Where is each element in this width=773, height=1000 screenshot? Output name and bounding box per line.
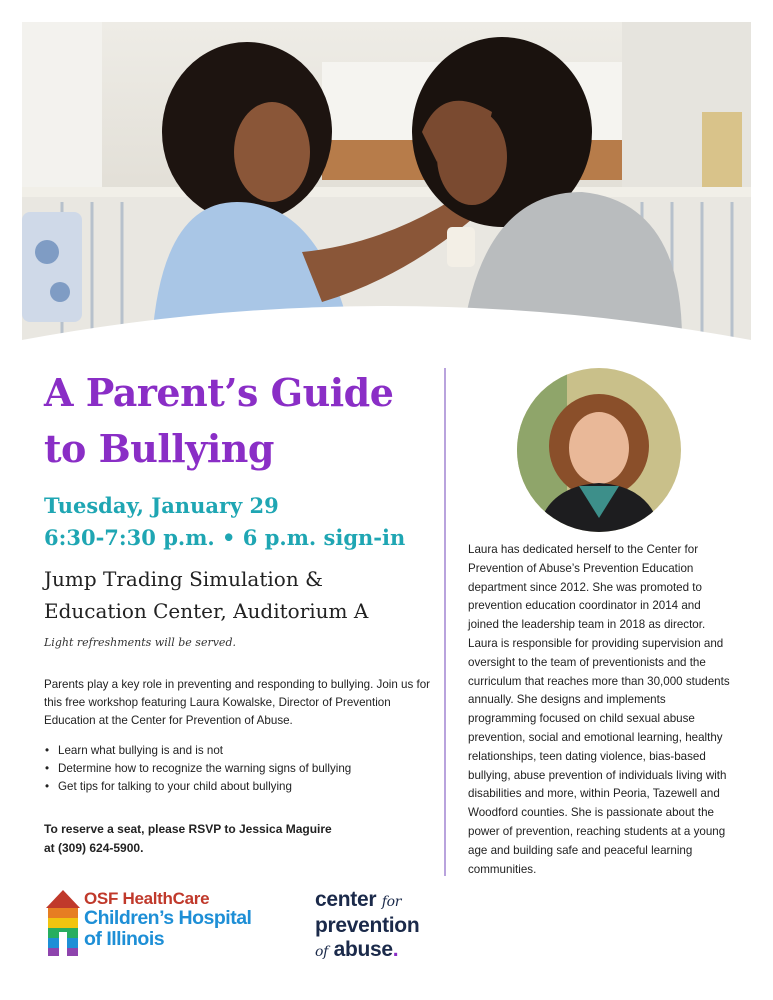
cpa-dot: . xyxy=(392,938,399,961)
center-for-prevention-of-abuse-logo xyxy=(315,888,455,960)
event-time: 6:30-7:30 p.m. • 6 p.m. sign-in xyxy=(44,525,406,550)
rsvp-line-2: at (309) 624-5900. xyxy=(44,841,144,855)
venue-line-2: Education Center, Auditorium A xyxy=(44,599,369,623)
refreshments-note: Light refreshments will be served. xyxy=(44,636,236,649)
osf-line-1: Children’s Hospital xyxy=(84,907,252,929)
rsvp-info xyxy=(44,820,439,858)
speaker-bio: Laura has dedicated herself to the Center for Prevention of Abuse’s Prevention Education department since 2012. She was promoted to prevention education coordinator in 2014 and joined the leadership team in 2018 as director. Laura is responsible for providing supervision and oversight to the team of preventionists and the curriculum that reaches more than 30,000 students annually. She designs and implements programming focused on child sexual abuse prevention, social and emotional learning, healthy relationships, teen dating violence, bias-based bullying, abuse prevention of individuals living with disabilities and more, within Peoria, Tazewell and Woodford counties. She is passionate about the power of prevention, reaching students at a young age and building safe and peaceful learning communities. xyxy=(468,543,730,876)
hospital-house-icon xyxy=(44,888,82,958)
intro-paragraph: Parents play a key role in preventing and responding to bullying. Join us for this free workshop featuring Laura Kowalske, Director of Prevention Education at the Center for Prevention of Abuse. xyxy=(44,678,431,727)
event-venue xyxy=(44,563,434,627)
cpa-word-center: center xyxy=(315,888,377,911)
column-divider xyxy=(444,368,446,876)
cpa-line-2: prevention xyxy=(315,914,420,937)
hero-curve xyxy=(22,290,751,350)
osf-line-2: of Illinois xyxy=(84,928,165,950)
list-item: • Get tips for talking to your child about bullying xyxy=(44,778,439,796)
cpa-line-3 xyxy=(315,938,455,964)
event-date: Tuesday, January 29 xyxy=(44,493,279,518)
cpa-word-for: for xyxy=(381,894,402,910)
osf-hospital-name xyxy=(84,908,314,950)
list-item: • Learn what bullying is and is not xyxy=(44,742,439,760)
cpa-word-abuse: abuse xyxy=(333,938,393,961)
portrait-illustration xyxy=(517,368,681,532)
workshop-topics xyxy=(44,742,439,796)
speaker-portrait xyxy=(517,368,681,532)
page-title xyxy=(44,365,434,477)
cpa-word-of: of xyxy=(315,944,329,960)
venue-line-1: Jump Trading Simulation & xyxy=(44,567,323,591)
cpa-line-1 xyxy=(315,888,455,914)
rsvp-line-1: To reserve a seat, please RSVP to Jessica Maguire xyxy=(44,822,332,836)
osf-healthcare-text: OSF HealthCare xyxy=(84,889,210,908)
title-line-2: to Bullying xyxy=(44,426,274,471)
osf-childrens-hospital-logo xyxy=(44,888,294,960)
list-item: • Determine how to recognize the warning signs of bullying xyxy=(44,760,439,778)
title-line-1: A Parent’s Guide xyxy=(44,370,394,415)
event-datetime xyxy=(44,490,434,554)
